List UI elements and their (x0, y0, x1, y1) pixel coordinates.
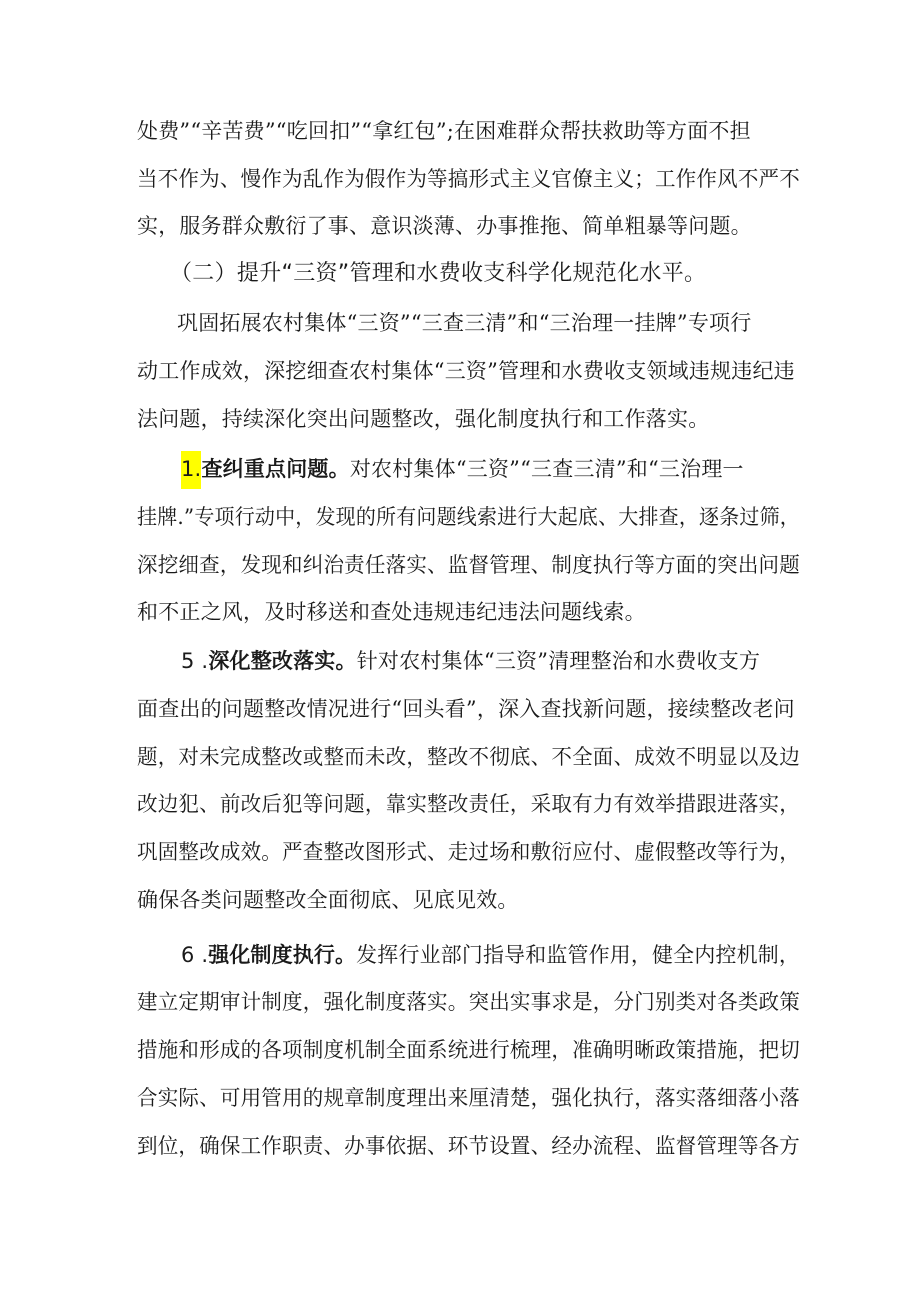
paragraph-line: 措施和形成的各项制度机制全面系统进行梳理，准确明晰政策措施，把切 (137, 1038, 801, 1062)
paragraph-line: 题，对未完成整改或整而未改，整改不彻底、不全面、成效不明显以及边 (137, 745, 801, 769)
paragraph-line: 到位，确保工作职责、办事依据、环节设置、经办流程、监督管理等各方 (137, 1134, 801, 1158)
subsection-text: 对农村集体“三资”“三查三清”和“三治理一 (349, 457, 744, 481)
subsection-text: 发挥行业部门指导和监管作用，健全内控机制， (356, 943, 800, 967)
subsection-text: 针对农村集体“三资”清理整治和水费收支方 (356, 649, 761, 673)
paragraph-line: 动工作成效，深挖细查农村集体“三资”管理和水费收支领域违规违纪违 (137, 359, 795, 383)
paragraph-line: 实，服务群众敷衍了事、意识淡薄、办事推拖、简单粗暴等问题。 (137, 214, 752, 238)
paragraph-line: 和不正之风，及时移送和查处违规违纪违法问题线索。 (137, 600, 646, 624)
paragraph-line: 巩固拓展农村集体“三资”“三查三清”和“三治理一挂牌”专项行 (177, 311, 752, 335)
paragraph-line: 深挖细查，发现和纠治责任落实、监督管理、制度执行等方面的突出问题 (137, 553, 801, 577)
subsection-title: 深化整改落实。 (208, 649, 357, 673)
subsection-number: 5 . (181, 649, 209, 673)
subsection-title: 强化制度执行。 (208, 943, 357, 967)
paragraph-line: 合实际、可用管用的规章制度理出来厘清楚，强化执行，落实落细落小落 (137, 1086, 801, 1110)
paragraph-line: 挂牌.”专项行动中，发现的所有问题线索进行大起底、大排查，逐条过筛， (137, 505, 801, 529)
section-heading: （二）提升“三资”管理和水费收支科学化规范化水平。 (170, 261, 707, 286)
paragraph-line: 处费”“辛苦费”“吃回扣”“拿红包”;在困难群众帮扶救助等方面不担 (137, 119, 751, 143)
paragraph-line: 法问题，持续深化突出问题整改，强化制度执行和工作落实。 (137, 407, 710, 431)
paragraph-line: 改边犯、前改后犯等问题，靠实整改责任，采取有力有效举措跟进落实， (137, 792, 801, 816)
subsection-5-line (181, 646, 760, 676)
paragraph-line: 面查出的问题整改情况进行“回头看”，深入查找新问题，接续整改老问 (137, 697, 795, 721)
subsection-1-line (181, 454, 744, 484)
subsection-number: 1. (181, 451, 201, 489)
paragraph-line: 当不作为、慢作为乱作为假作为等搞形式主义官僚主义；工作作风不严不 (137, 167, 801, 191)
paragraph-line: 确保各类问题整改全面彻底、见底见效。 (137, 888, 519, 912)
paragraph-line: 建立定期审计制度，强化制度落实。突出实事求是，分门别类对各类政策 (137, 990, 801, 1014)
subsection-number: 6 . (181, 943, 209, 967)
subsection-title: 查纠重点问题。 (201, 457, 350, 481)
subsection-6-line (181, 940, 800, 970)
paragraph-line: 巩固整改成效。严查整改图形式、走过场和敷衍应付、虚假整改等行为， (137, 840, 801, 864)
